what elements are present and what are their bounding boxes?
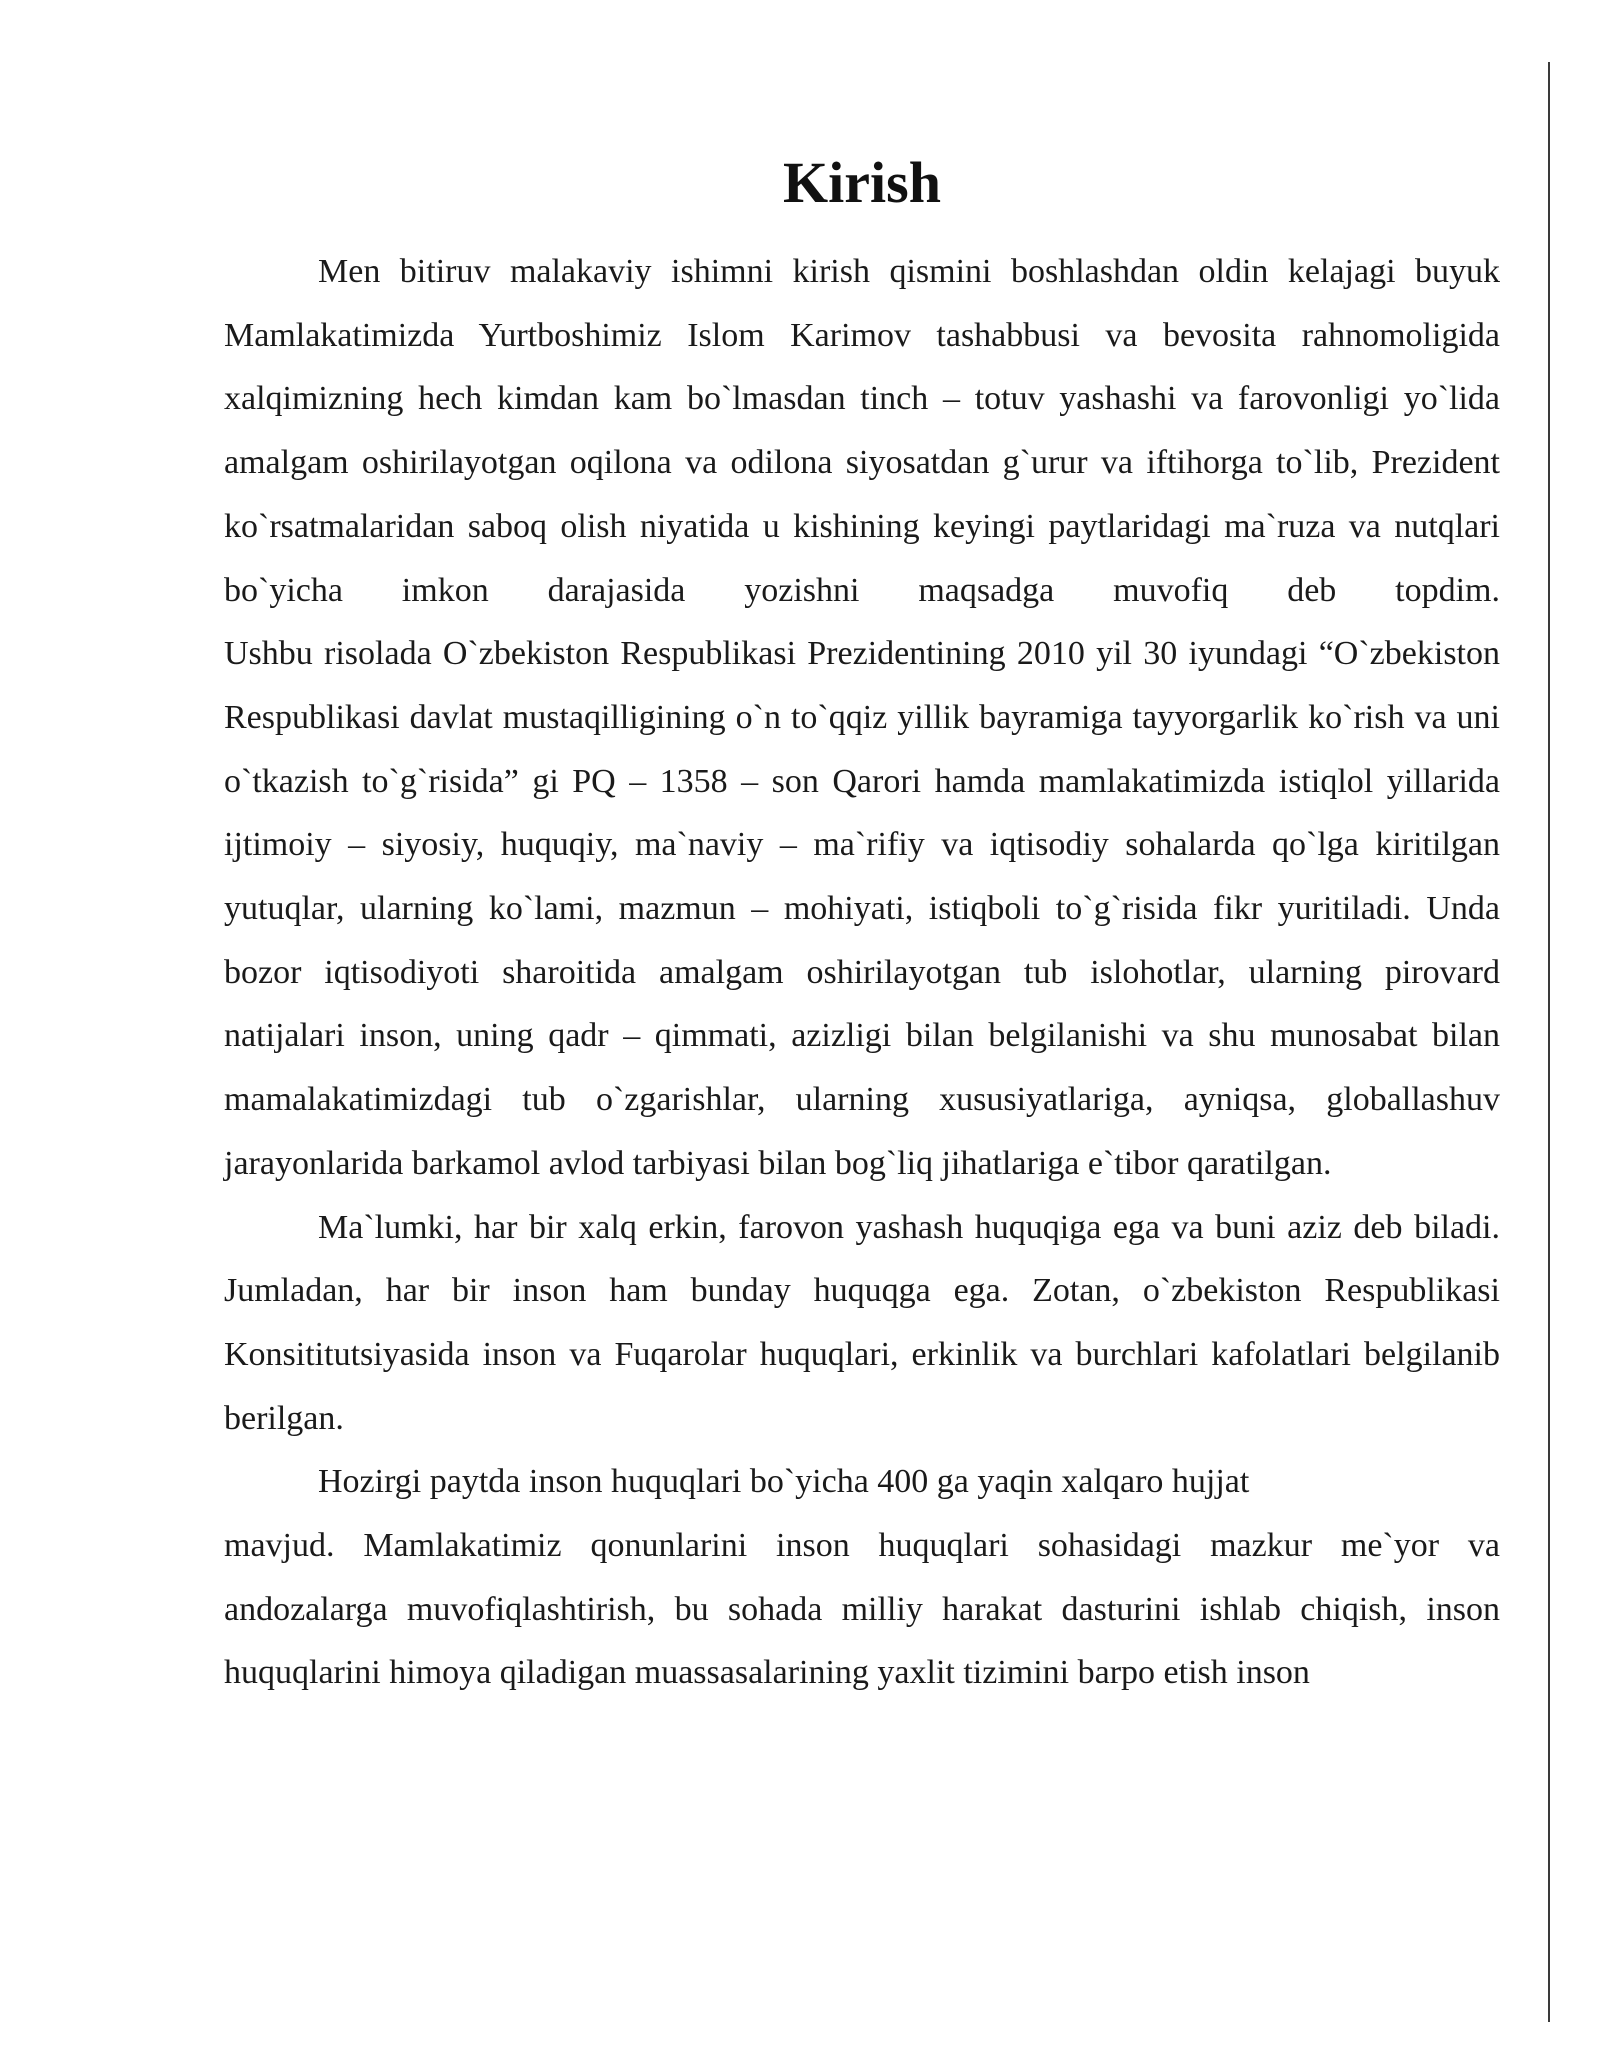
- paragraph-2: Ma`lumki, har bir xalq erkin, farovon yashash huquqiga ega va buni aziz deb biladi. Jumladan, har bir inson ham bunday huquqga ega. Zotan, o`zbekiston Respublikasi Konsititutsiyasida inson va Fuqarolar huquqlari, erkinlik va burchlari kafolatlari belgilanib berilgan.: [224, 1208, 1500, 1437]
- paragraph-3-part-1: Hozirgi paytda inson huquqlari bo`yicha 400 ga yaqin xalqaro hujjat: [318, 1463, 1250, 1501]
- page-title: Kirish: [783, 150, 941, 215]
- page-right-border: [1548, 62, 1550, 2022]
- paragraph-1-part-1: Men bitiruv malakaviy ishimni kirish qismini boshlashdan oldin kelajagi buyuk Mamlakatimizda Yurtboshimiz Islom Karimov tashabbusi va bevosita rahnomoligida xalqimizning hech kimdan kam bo`lmasdan tinch – totuv yashashi va farovonligi yo`lida amalgam oshirilayotgan oqilona va odilona siyosatdan g`urur va iftihorga to`lib, Prezident ko`rsatmalaridan saboq olish niyatida u kishining keyingi paytlaridagi ma`ruza va nutqlari bo`yicha imkon darajasida yozishni maqsadga muvofiq deb topdim.: [224, 253, 1500, 609]
- paragraph-1-part-2: Ushbu risolada O`zbekiston Respublikasi Prezidentining 2010 yil 30 iyundagi “O`zbekiston Respublikasi davlat mustaqilligining o`n to`qqiz yillik bayramiga tayyorgarlik ko`rish va uni o`tkazish to`g`risida” gi PQ – 1358 – son Qarori hamda mamlakatimizda istiqlol yillarida ijtimoiy – siyosiy, huquqiy, ma`naviy – ma`rifiy va iqtisodiy sohalarda qo`lga kiritilgan yutuqlar, ularning ko`lami, mazmun – mohiyati, istiqboli to`g`risida fikr yuritiladi. Unda bozor iqtisodiyoti sharoitida amalgam oshirilayotgan tub islohotlar, ularning pirovard natijalari inson, uning qadr – qimmati, azizligi bilan belgilanishi va shu munosabat bilan mamalakatimizdagi tub o`zgarishlar, ularning xususiyatlariga, ayniqsa, globallashuv jarayonlarida barkamol avlod tarbiyasi bilan bog`liq jihatlariga e`tibor qaratilgan.: [224, 635, 1500, 1182]
- paragraph-3-part-2: mavjud. Mamlakatimiz qonunlarini inson huquqlari sohasidagi mazkur me`yor va andozalarga muvofiqlashtirish, bu sohada milliy harakat dasturini ishlab chiqish, inson huquqlarini himoya qiladigan muassasalarining yaxlit tizimini barpo etish inson: [224, 1527, 1500, 1692]
- document-body: [224, 240, 1500, 1705]
